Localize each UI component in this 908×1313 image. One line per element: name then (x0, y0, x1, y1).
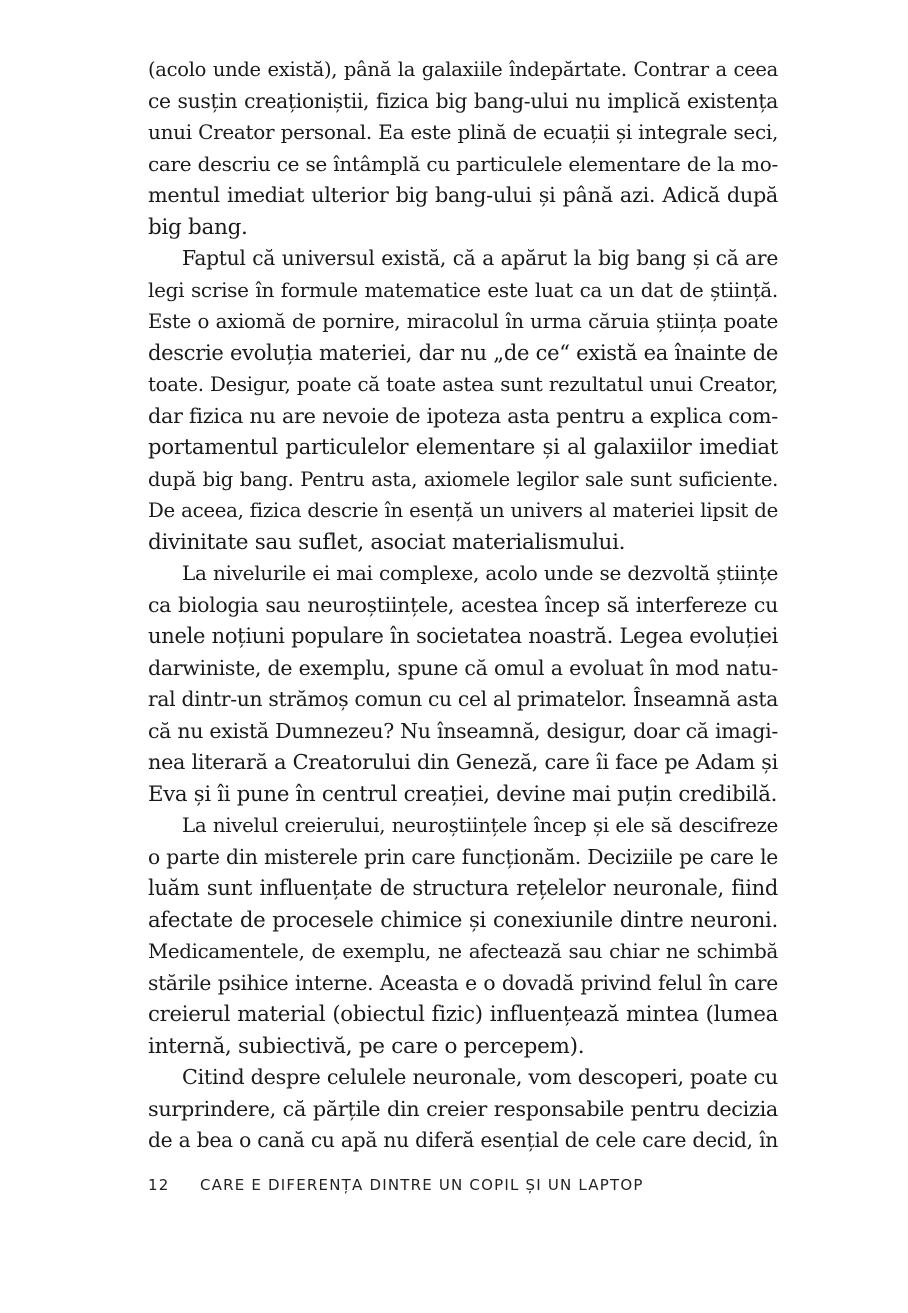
text-line: darwiniste, de exemplu, spune că omul a evoluat în mod natu- (148, 655, 778, 680)
text-line: divinitate sau suflet, asociat materialismului. (148, 529, 626, 555)
text-line: stările psihice interne. Aceasta e o dovadă privind felul în care (148, 970, 778, 995)
text-line: ce susțin creaționiștii, fizica big bang-ului nu implică existența (148, 88, 778, 113)
paragraph-first-line: La nivelurile ei mai complexe, acolo unde se dezvoltă științe (182, 561, 778, 585)
text-line: creierul material (obiectul fizic) influențează mintea (lumea (148, 1002, 778, 1027)
text-line: că nu există Dumnezeu? Nu înseamnă, desigur, doar că imagi- (148, 718, 778, 743)
text-line: descrie evoluția materiei, dar nu „de ce“ există ea înainte de (148, 340, 778, 365)
text-line: legi scrise în formule matematice este luat ca un dat de știință. (148, 277, 778, 302)
text-line: de a bea o cană cu apă nu diferă esențial de cele care decid, în (148, 1128, 778, 1152)
text-line: mentul imediat ulterior big bang-ului și până azi. Adică după (148, 183, 778, 207)
text-line: ral dintr-un strămoș comun cu cel al primatelor. Înseamnă asta (148, 687, 778, 711)
text-line: surprindere, că părțile din creier responsabile pentru decizia (148, 1096, 778, 1121)
paragraph-first-line: La nivelul creierului, neuroștiințele încep și ele să descifreze (182, 814, 778, 837)
text-line: internă, subiectivă, pe care o percepem). (148, 1033, 585, 1059)
page-number: 12 (148, 1176, 170, 1194)
text-line: ca biologia sau neuroștiințele, acestea încep să interfereze cu (148, 592, 778, 617)
text-line: De aceea, fizica descrie în esență un univers al materiei lipsit de (148, 499, 778, 522)
page-footer (148, 1176, 644, 1194)
running-title: CARE E DIFERENȚA DINTRE UN COPIL ȘI UN LAPTOP (200, 1176, 644, 1194)
text-line: Medicamentele, de exemplu, ne afectează sau chiar ne schimbă (148, 940, 778, 963)
text-line: Eva și îi pune în centrul creației, devine mai puțin credibilă. (148, 781, 778, 807)
text-line: toate. Desigur, poate că toate astea sunt rezultatul unui Creator, (148, 373, 778, 396)
paragraph-first-line: Faptul că universul există, că a apărut la big bang și că are (182, 246, 778, 270)
text-line: portamentul particulelor elementare și al galaxiilor imediat (148, 435, 778, 460)
text-line: unui Creator personal. Ea este plină de ecuații și integrale seci, (148, 120, 778, 144)
text-line: big bang. (148, 214, 248, 240)
text-line: luăm sunt influențate de structura rețelelor neuronale, fiind (148, 876, 778, 900)
text-line: (acolo unde există), până la galaxiile îndepărtate. Contrar a ceea (148, 58, 778, 81)
text-line: unele noțiuni populare în societatea noastră. Legea evoluției (148, 624, 778, 648)
text-line: după big bang. Pentru asta, axiomele legilor sale sunt suficiente. (148, 467, 778, 491)
text-line: nea literară a Creatorului din Geneză, care îi face pe Adam și (148, 750, 778, 774)
text-line: Este o axiomă de pornire, miracolul în urma căruia știința poate (148, 310, 778, 333)
text-line: care descriu ce se întâmplă cu particulele elementare de la mo- (148, 151, 778, 176)
body-text (148, 54, 778, 1157)
text-line: dar fizica nu are nevoie de ipoteza asta pentru a explica com- (148, 403, 778, 428)
text-line: afectate de procesele chimice și conexiunile dintre neuroni. (148, 907, 778, 933)
text-line: o parte din misterele prin care funcționăm. Deciziile pe care le (148, 844, 778, 869)
paragraph-first-line: Citind despre celulele neuronale, vom descoperi, poate cu (182, 1065, 778, 1089)
